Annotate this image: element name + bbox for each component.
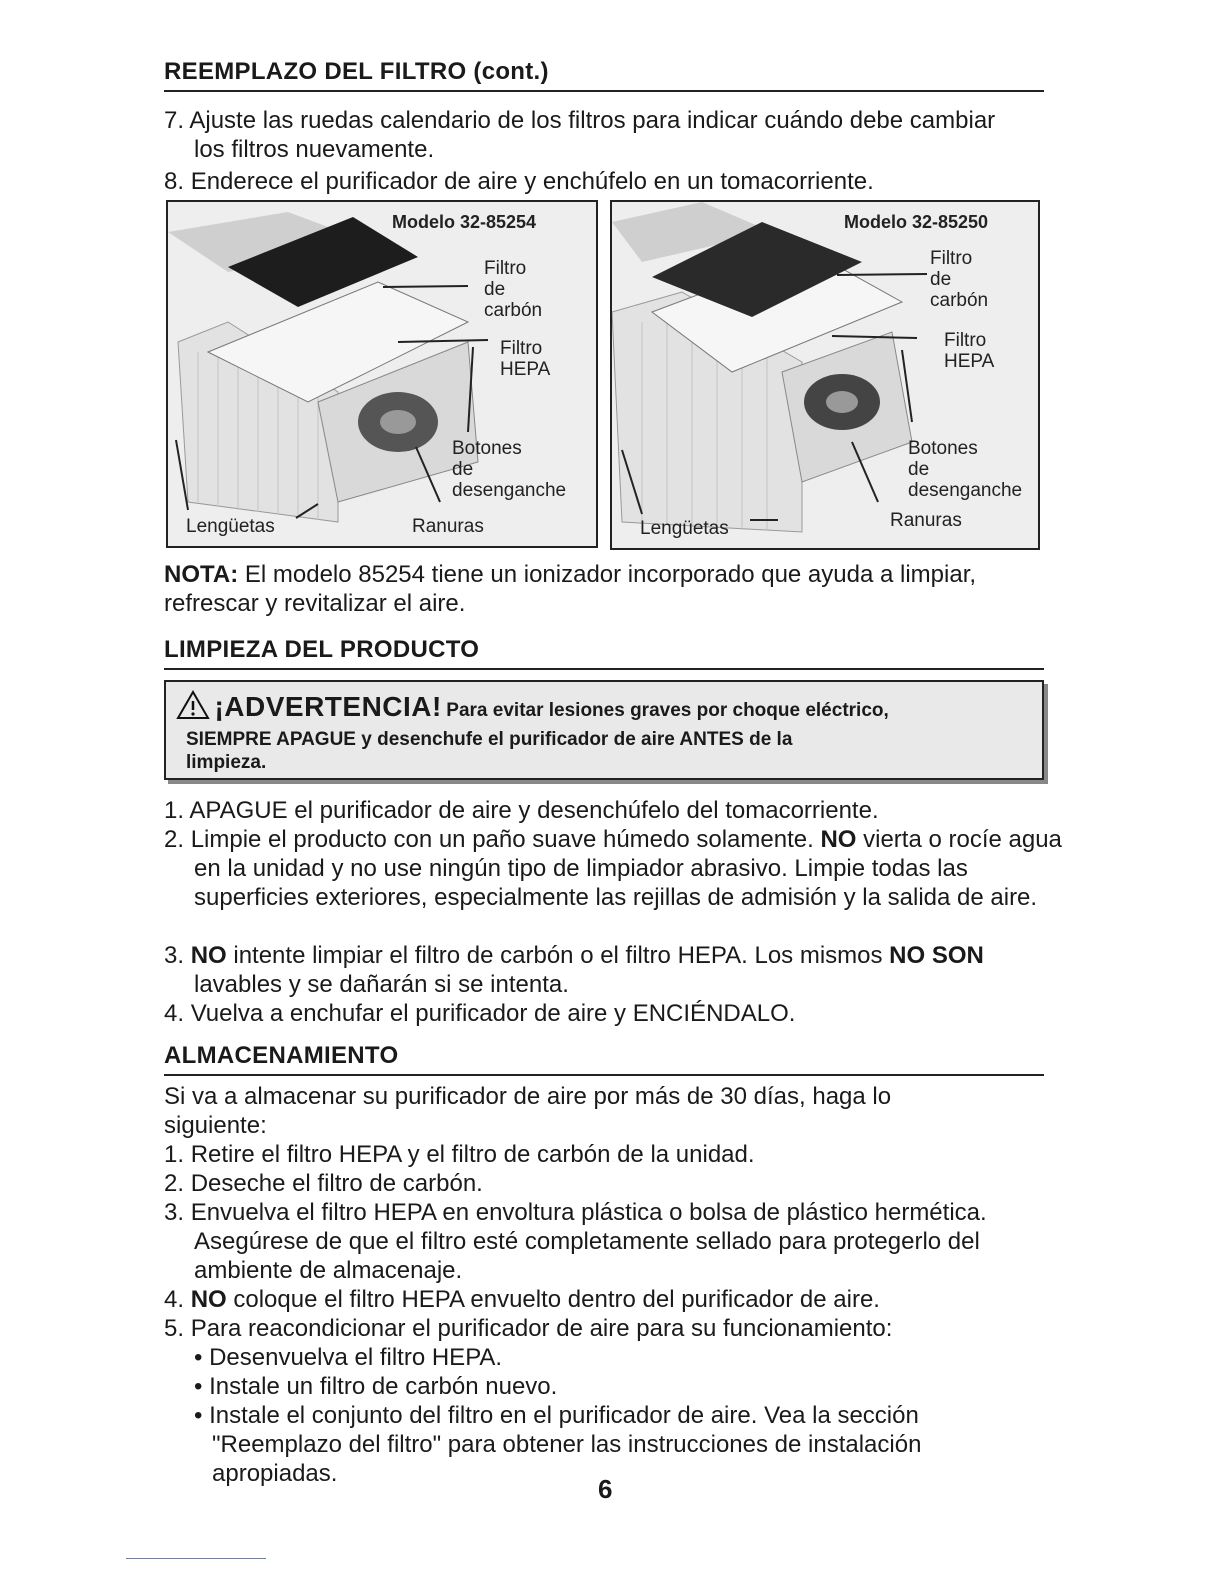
cleaning-item-3: 3. NO intente limpiar el filtro de carbón o el filtro HEPA. Los mismos NO SON lavables y se dañarán si se intenta. xyxy=(164,942,984,998)
model-label: Modelo 32-85254 xyxy=(392,212,537,232)
hepa-filter-label: Filtro HEPA xyxy=(500,338,551,380)
section-heading-storage xyxy=(164,1042,1044,1076)
section-heading-cleaning xyxy=(164,636,1044,670)
cleaning-item-4: 4. Vuelva a enchufar el purificador de aire y ENCIÉNDALO. xyxy=(164,1000,796,1027)
slots-label: Ranuras xyxy=(890,510,962,531)
storage-intro: Si va a almacenar su purificador de aire por más de 30 días, haga lo siguiente: xyxy=(164,1083,892,1139)
note-text-continued: refrescar y revitalizar el aire. xyxy=(164,590,466,617)
figure-model-85254 xyxy=(166,200,598,548)
step-text: Ajuste las ruedas calendario de los filtros para indicar cuándo debe cambiar los filtros nuevamente. xyxy=(189,107,996,163)
model-label: Modelo 32-85250 xyxy=(844,212,989,232)
footer-rule xyxy=(126,1558,266,1559)
warning-line-3: limpieza. xyxy=(186,752,267,773)
carbon-filter-label: Filtro de carbón xyxy=(484,258,543,321)
heading-text: ALMACENAMIENTO xyxy=(164,1042,399,1069)
note-text: El modelo 85254 tiene un ionizador incorporado que ayuda a limpiar, xyxy=(238,561,977,588)
warning-box xyxy=(164,680,1044,780)
storage-bullet-2: • Instale un filtro de carbón nuevo. xyxy=(194,1373,558,1400)
heading-text: REEMPLAZO DEL FILTRO (cont.) xyxy=(164,58,549,85)
tabs-label: Lengüetas xyxy=(186,516,275,537)
storage-bullet-3: • Instale el conjunto del filtro en el purificador de aire. Vea la sección "Reemplazo del filtro" para obtener las instrucciones de instalación apropiadas. xyxy=(194,1402,922,1487)
release-buttons-label: Botones de desenganche xyxy=(908,438,1023,501)
warning-line-1: Para evitar lesiones graves por choque eléctrico, xyxy=(446,700,889,721)
tabs-label: Lengüetas xyxy=(640,518,729,539)
hepa-filter-label: Filtro HEPA xyxy=(944,330,995,372)
heading-text: LIMPIEZA DEL PRODUCTO xyxy=(164,636,480,663)
step-8 xyxy=(164,167,1094,196)
section-heading-filter-replacement xyxy=(164,58,1044,92)
step-number: 7. xyxy=(164,107,185,134)
storage-item-3: 3. Envuelva el filtro HEPA en envoltura plástica o bolsa de plástico hermética. Asegúrese de que el filtro esté completamente sellado para protegerlo del ambiente de almacenaje. xyxy=(164,1199,987,1284)
note-label: NOTA: xyxy=(164,561,239,588)
warning-title: ¡ADVERTENCIA! xyxy=(214,691,442,722)
release-buttons-label: Botones de desenganche xyxy=(452,438,567,501)
note-paragraph xyxy=(164,560,1044,618)
page-number: 6 xyxy=(598,1474,613,1504)
slots-label: Ranuras xyxy=(412,516,484,537)
figure-model-85250 xyxy=(610,200,1040,550)
warning-triangle-icon xyxy=(176,690,210,720)
step-7 xyxy=(164,106,1014,164)
warning-line-2: SIEMPRE APAGUE y desenchufe el purificador de aire ANTES de la xyxy=(186,729,793,750)
storage-item-5: 5. Para reacondicionar el purificador de aire para su funcionamiento: xyxy=(164,1315,893,1342)
storage-item-1: 1. Retire el filtro HEPA y el filtro de carbón de la unidad. xyxy=(164,1141,755,1168)
cleaning-item-2: 2. Limpie el producto con un paño suave húmedo solamente. NO vierta o rocíe agua en la unidad y no use ningún tipo de limpiador abrasivo. Limpie todas las superficies exteriores, especialmente las rejillas de admisión y la salida de aire. xyxy=(164,826,1062,911)
storage-item-4: 4. NO coloque el filtro HEPA envuelto dentro del purificador de aire. xyxy=(164,1286,880,1313)
cleaning-item-1: 1. APAGUE el purificador de aire y desenchúfelo del tomacorriente. xyxy=(164,797,879,824)
step-number: 8. xyxy=(164,168,185,195)
carbon-filter-label: Filtro de carbón xyxy=(930,248,989,311)
step-text: Enderece el purificador de aire y enchúfelo en un tomacorriente. xyxy=(190,168,874,195)
storage-item-2: 2. Deseche el filtro de carbón. xyxy=(164,1170,483,1197)
storage-bullet-1: • Desenvuelva el filtro HEPA. xyxy=(194,1344,503,1371)
